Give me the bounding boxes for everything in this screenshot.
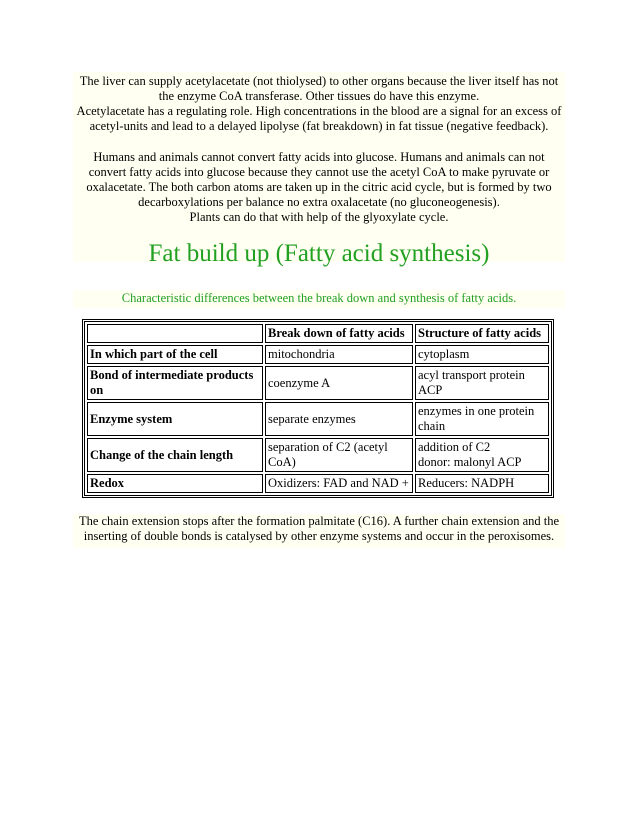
comparison-table bbox=[84, 321, 552, 496]
table-row bbox=[87, 438, 549, 472]
text-line: acetyl-units and lead to a delayed lipolyse (fat breakdown) in fat tissue (negative feedback). bbox=[89, 119, 549, 133]
breakdown-cell bbox=[265, 438, 413, 472]
table-row bbox=[87, 474, 549, 493]
row-label: In which part of the cell bbox=[87, 345, 263, 364]
header-cell-empty bbox=[87, 324, 263, 343]
synthesis-cell: enzymes in one protein chain bbox=[415, 402, 549, 436]
text-line: the enzyme CoA transferase. Other tissues do have this enzyme. bbox=[158, 89, 480, 103]
text-line: oxalacetate. The both carbon atoms are taken up in the citric acid cycle, but is formed by two bbox=[86, 180, 552, 194]
row-label: Enzyme system bbox=[87, 402, 263, 436]
cell-line: separation of C2 (acetyl bbox=[268, 440, 388, 454]
intro-paragraph-liver bbox=[73, 72, 565, 134]
breakdown-cell: separate enzymes bbox=[265, 402, 413, 436]
breakdown-cell: coenzyme A bbox=[265, 366, 413, 400]
subtitle-section bbox=[73, 290, 565, 308]
breakdown-cell: Oxidizers: FAD and NAD + bbox=[265, 474, 413, 493]
text-line: The liver can supply acetylacetate (not thiolysed) to other organs because the liver itself has not bbox=[79, 74, 559, 88]
synthesis-cell bbox=[415, 438, 549, 472]
table-caption: Characteristic differences between the break down and synthesis of fatty acids. bbox=[121, 291, 517, 305]
comparison-table-wrapper bbox=[84, 321, 552, 496]
synthesis-cell: Reducers: NADPH bbox=[415, 474, 549, 493]
text-line: Plants can do that with help of the glyoxylate cycle. bbox=[189, 210, 449, 224]
table-header-row bbox=[87, 324, 549, 343]
cell-line: addition of C2 bbox=[418, 440, 491, 454]
cell-line: donor: malonyl ACP bbox=[418, 455, 522, 469]
footer-paragraph bbox=[73, 514, 565, 544]
cell-line: CoA) bbox=[268, 455, 296, 469]
intro-paragraph-glucose bbox=[73, 150, 565, 225]
table-row bbox=[87, 402, 549, 436]
text-line: The chain extension stops after the formation palmitate (C16). A further chain extension and the bbox=[78, 514, 560, 528]
row-label: Bond of intermediate products on bbox=[87, 366, 263, 400]
intro-section bbox=[73, 72, 565, 267]
breakdown-cell: mitochondria bbox=[265, 345, 413, 364]
synthesis-cell: cytoplasm bbox=[415, 345, 549, 364]
synthesis-cell: acyl transport protein ACP bbox=[415, 366, 549, 400]
text-line: decarboxylations per balance no extra oxalacetate (no gluconeogenesis). bbox=[138, 195, 500, 209]
footer-section bbox=[73, 514, 565, 548]
section-title: Fat build up (Fatty acid synthesis) bbox=[148, 240, 490, 267]
text-line: convert fatty acids into glucose because they cannot use the acetyl CoA to make pyruvate or bbox=[88, 165, 550, 179]
row-label: Redox bbox=[87, 474, 263, 493]
table-row bbox=[87, 345, 549, 364]
text-line: Acetylacetate has a regulating role. High concentrations in the blood are a signal for an excess of bbox=[76, 104, 562, 118]
table-row bbox=[87, 366, 549, 400]
text-line: Humans and animals cannot convert fatty acids into glucose. Humans and animals can not bbox=[93, 150, 545, 164]
header-cell-breakdown: Break down of fatty acids bbox=[265, 324, 413, 343]
header-cell-structure: Structure of fatty acids bbox=[415, 324, 549, 343]
row-label: Change of the chain length bbox=[87, 438, 263, 472]
text-line: inserting of double bonds is catalysed by other enzyme systems and occur in the peroxisomes. bbox=[83, 529, 555, 543]
